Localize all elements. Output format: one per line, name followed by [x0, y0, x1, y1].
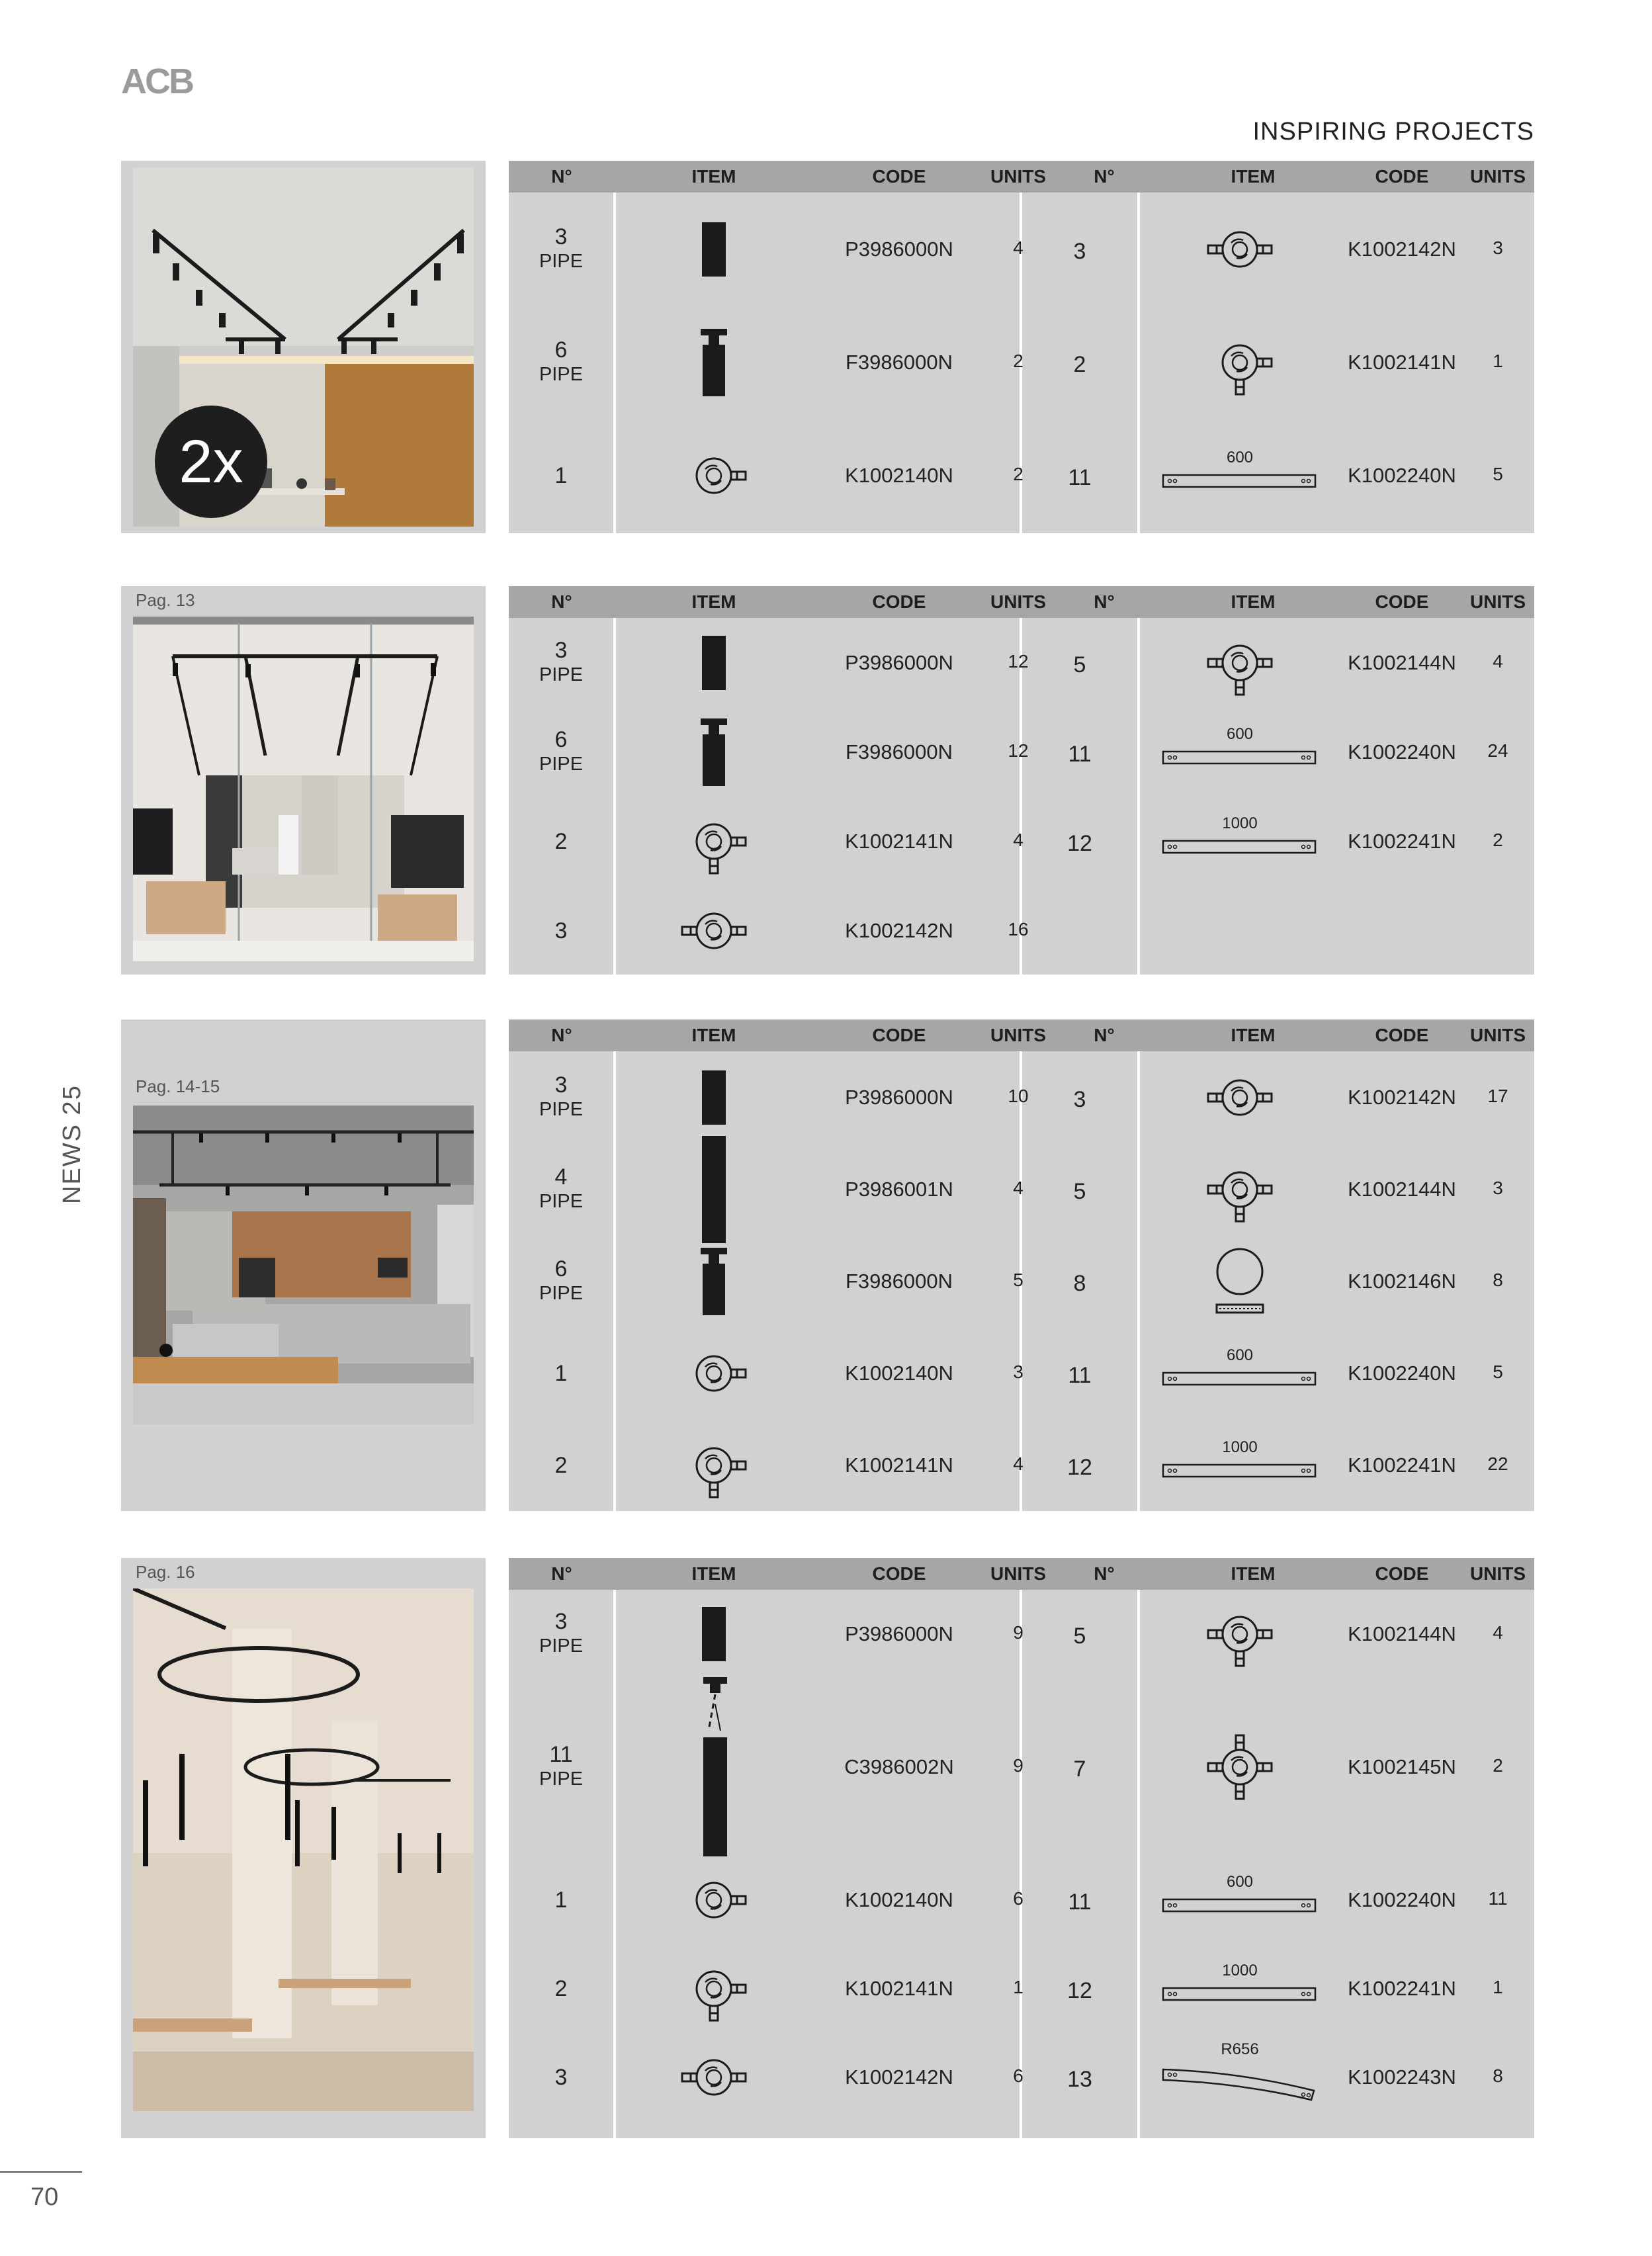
photo-panel: [121, 1020, 486, 1511]
item-number: [509, 1072, 613, 1121]
item-number: 12: [1067, 830, 1092, 856]
rail-icon: [1160, 837, 1319, 860]
item-units: 16: [1008, 918, 1029, 939]
item-code: K1002140N: [845, 1361, 953, 1385]
column-divider: [613, 618, 616, 975]
col-header-code: CODE: [1375, 1563, 1429, 1584]
spot-short-icon: [701, 1068, 727, 1131]
item-number: 8: [1073, 1270, 1086, 1296]
item-code: F3986000N: [845, 740, 953, 763]
rail-length-label: 600: [1226, 448, 1254, 466]
col-header-code: CODE: [872, 1025, 926, 1045]
item-code: P3986001N: [845, 1177, 953, 1201]
project-photo: [133, 1588, 474, 2111]
column-divider: [1137, 1590, 1140, 2138]
col-header-units: UNITS: [990, 166, 1046, 187]
item-number-value: 4: [554, 1164, 568, 1190]
col-header-item: ITEM: [1231, 591, 1276, 612]
page-reference: Pag. 14-15: [136, 1076, 220, 1096]
item-number-value: 1: [554, 462, 568, 488]
spot-long-icon: [701, 1133, 727, 1249]
col-header-units: UNITS: [1470, 166, 1526, 187]
connector-straight-icon: [1190, 206, 1289, 296]
item-number-value: 1: [554, 1360, 568, 1386]
item-units: 4: [1013, 1177, 1023, 1198]
item-number-value: 6: [554, 337, 568, 363]
connector-straight-icon: [664, 2034, 763, 2124]
project-section: [121, 161, 1534, 533]
item-units: 24: [1487, 740, 1508, 761]
connector-L-icon: [664, 799, 763, 888]
project-section: [121, 586, 1534, 975]
item-units: 3: [1493, 1177, 1503, 1198]
item-units: 17: [1487, 1085, 1508, 1106]
item-number-value: 2: [554, 1452, 568, 1478]
col-header-item: ITEM: [691, 1563, 736, 1584]
item-units: 9: [1013, 1755, 1023, 1776]
item-code: K1002140N: [845, 463, 953, 487]
components-table: [509, 1558, 1534, 2138]
col-header-code: CODE: [872, 591, 926, 612]
project-photo: [133, 617, 474, 961]
connector-L-icon: [664, 1946, 763, 2035]
item-number: [509, 1164, 613, 1213]
page-reference: Pag. 16: [136, 1562, 195, 1582]
item-code: F3986000N: [845, 350, 953, 374]
item-units: 2: [1013, 463, 1023, 484]
item-code: K1002145N: [1348, 1755, 1456, 1778]
col-header-units: UNITS: [1470, 591, 1526, 612]
item-number-sub: PIPE: [539, 1282, 584, 1304]
item-number-value: 3: [554, 1072, 568, 1098]
item-number: 11: [1068, 464, 1092, 490]
page-reference: Pag. 13: [136, 590, 195, 610]
item-number-sub: PIPE: [539, 250, 584, 272]
item-code: K1002240N: [1348, 463, 1456, 487]
rail-length-label: 600: [1226, 724, 1254, 743]
item-code: K1002240N: [1348, 1888, 1456, 1911]
connector-1-icon: [664, 1857, 763, 1946]
item-number-sub: PIPE: [539, 664, 584, 685]
side-label-text: NEWS 25: [58, 1084, 86, 1204]
rail-icon: [1160, 1895, 1319, 1919]
table-header: [509, 1020, 1534, 1051]
spot-short-icon: [701, 220, 727, 282]
item-number: [509, 727, 613, 776]
rail-curved-icon: [1160, 2063, 1319, 2106]
item-units: 4: [1013, 1453, 1023, 1474]
item-number: 7: [1073, 1757, 1086, 1782]
item-code: K1002146N: [1348, 1269, 1456, 1293]
column-divider: [1137, 1051, 1140, 1511]
item-number: [509, 1742, 613, 1791]
item-units: 2: [1013, 350, 1023, 371]
item-units: 1: [1013, 1977, 1023, 1997]
item-number-sub: PIPE: [539, 363, 584, 385]
item-code: K1002141N: [845, 1453, 953, 1477]
cover-disc-icon: [1210, 1245, 1270, 1321]
item-number-value: 6: [554, 726, 568, 752]
item-code: K1002241N: [1348, 829, 1456, 853]
col-header-item: ITEM: [1231, 166, 1276, 187]
col-header-code: CODE: [872, 166, 926, 187]
col-header-units: UNITS: [990, 1025, 1046, 1045]
item-number: [509, 1256, 613, 1305]
rail-icon: [1160, 748, 1319, 771]
col-header-number: N°: [1094, 591, 1115, 612]
item-units: 4: [1493, 1622, 1503, 1643]
item-number: 5: [1073, 1178, 1086, 1204]
components-table: [509, 586, 1534, 975]
item-units: 5: [1493, 463, 1503, 484]
spot-capped-icon: [699, 1245, 728, 1321]
column-divider: [1020, 1590, 1022, 2138]
col-header-units: UNITS: [1470, 1563, 1526, 1584]
item-units: 22: [1487, 1453, 1508, 1474]
item-number-value: 2: [554, 828, 568, 854]
item-units: 4: [1013, 829, 1023, 850]
item-number: 11: [1068, 1889, 1092, 1915]
item-number-value: 3: [554, 918, 568, 943]
item-units: 5: [1493, 1361, 1503, 1382]
item-number: 3: [1073, 1086, 1086, 1112]
pendant-icon: [694, 1674, 734, 1863]
item-units: 6: [1013, 1888, 1023, 1909]
item-number-sub: PIPE: [539, 1768, 584, 1790]
item-number: [509, 463, 613, 488]
rail-length-label: 1000: [1222, 1962, 1258, 1979]
item-units: 8: [1493, 1269, 1503, 1290]
item-number: 11: [1068, 1362, 1092, 1388]
item-number: 12: [1067, 1454, 1092, 1480]
item-units: 9: [1013, 1622, 1023, 1643]
connector-L-icon: [1190, 320, 1289, 409]
item-code: K1002240N: [1348, 740, 1456, 763]
item-number: [509, 638, 613, 687]
item-units: 4: [1493, 650, 1503, 672]
table-header: [509, 161, 1534, 193]
item-units: 12: [1008, 740, 1029, 761]
item-code: K1002243N: [1348, 2065, 1456, 2089]
column-divider: [1137, 193, 1140, 533]
item-code: K1002141N: [1348, 350, 1456, 374]
item-code: P3986000N: [845, 650, 953, 674]
item-number: 11: [1068, 741, 1092, 767]
page-header-title: INSPIRING PROJECTS: [1252, 118, 1534, 146]
side-label: [58, 1072, 98, 1204]
col-header-units: UNITS: [990, 591, 1046, 612]
project-photo: [133, 167, 474, 527]
item-number: [509, 1609, 613, 1658]
item-code: K1002144N: [1348, 1177, 1456, 1201]
item-number-sub: PIPE: [539, 1098, 584, 1120]
item-units: 12: [1008, 650, 1029, 672]
col-header-code: CODE: [1375, 166, 1429, 187]
item-code: K1002144N: [1348, 1622, 1456, 1645]
item-number: 5: [1073, 652, 1086, 677]
spot-short-icon: [701, 1604, 727, 1667]
col-header-number: N°: [1094, 166, 1115, 187]
col-header-number: N°: [1094, 1563, 1115, 1584]
col-header-units: UNITS: [1470, 1025, 1526, 1045]
table-header: [509, 586, 1534, 618]
item-units: 3: [1013, 1361, 1023, 1382]
item-number: [509, 918, 613, 943]
rail-icon: [1160, 1461, 1319, 1484]
col-header-number: N°: [551, 166, 572, 187]
item-units: 1: [1493, 350, 1503, 371]
item-number-value: 3: [554, 1609, 568, 1634]
photo-panel: [121, 1558, 486, 2138]
item-number: 5: [1073, 1624, 1086, 1649]
item-number: [509, 2065, 613, 2090]
item-code: K1002142N: [845, 918, 953, 942]
item-code: P3986000N: [845, 237, 953, 261]
col-header-number: N°: [551, 1025, 572, 1045]
col-header-item: ITEM: [691, 166, 736, 187]
item-number: 3: [1073, 238, 1086, 264]
connector-1-icon: [664, 433, 763, 522]
photo-panel: [121, 586, 486, 975]
column-divider: [613, 1590, 616, 2138]
table-header: [509, 1558, 1534, 1590]
item-code: K1002240N: [1348, 1361, 1456, 1385]
item-code: P3986000N: [845, 1085, 953, 1109]
item-code: K1002142N: [1348, 1085, 1456, 1109]
col-header-number: N°: [1094, 1025, 1115, 1045]
connector-straight-icon: [664, 888, 763, 977]
connector-straight-icon: [1190, 1055, 1289, 1144]
item-number-sub: PIPE: [539, 753, 584, 775]
column-divider: [613, 193, 616, 533]
col-header-units: UNITS: [990, 1563, 1046, 1584]
item-number: [509, 337, 613, 386]
item-units: 11: [1488, 1888, 1508, 1909]
rail-length-label: 600: [1226, 1873, 1254, 1891]
spot-capped-icon: [699, 326, 728, 402]
item-code: K1002140N: [845, 1888, 953, 1911]
rail-length-label: 600: [1226, 1346, 1254, 1364]
brand-logo: ACB: [121, 62, 193, 101]
item-number: [509, 1976, 613, 2001]
item-code: C3986002N: [844, 1755, 954, 1778]
item-code: K1002141N: [845, 829, 953, 853]
item-code: K1002241N: [1348, 1977, 1456, 2000]
components-table: [509, 1020, 1534, 1511]
item-number-value: 3: [554, 637, 568, 663]
col-header-number: N°: [551, 591, 572, 612]
photo-panel: [121, 161, 486, 533]
item-number: [509, 1453, 613, 1478]
item-code: K1002241N: [1348, 1453, 1456, 1477]
col-header-item: ITEM: [691, 591, 736, 612]
item-units: 2: [1493, 829, 1503, 850]
quantity-badge: 2x: [155, 406, 267, 518]
col-header-code: CODE: [1375, 591, 1429, 612]
item-number-value: 2: [554, 1976, 568, 2001]
item-units: 4: [1013, 237, 1023, 258]
rail-icon: [1160, 1984, 1319, 2007]
column-divider: [613, 1051, 616, 1511]
item-code: P3986000N: [845, 1622, 953, 1645]
item-code: K1002144N: [1348, 650, 1456, 674]
rail-length-label: 1000: [1222, 814, 1258, 832]
item-code: K1002142N: [1348, 237, 1456, 261]
item-number-value: 11: [549, 1742, 573, 1767]
item-code: K1002142N: [845, 2065, 953, 2089]
item-number-value: 3: [554, 224, 568, 249]
project-section: [121, 1020, 1534, 1511]
project-section: [121, 1558, 1534, 2138]
page-number-rule: [0, 2171, 82, 2173]
item-number-value: 6: [554, 1256, 568, 1281]
item-units: 5: [1013, 1269, 1023, 1290]
rail-length-label: 1000: [1222, 1438, 1258, 1456]
item-number: [509, 1361, 613, 1386]
connector-X-icon: [1190, 1724, 1289, 1813]
connector-1-icon: [664, 1330, 763, 1420]
col-header-item: ITEM: [1231, 1563, 1276, 1584]
item-units: 3: [1493, 237, 1503, 258]
item-units: 8: [1493, 2065, 1503, 2086]
item-number: 12: [1067, 1978, 1092, 2003]
rail-icon: [1160, 471, 1319, 494]
item-number: [509, 224, 613, 273]
item-number: 2: [1073, 351, 1086, 377]
item-units: 1: [1493, 1977, 1503, 1997]
item-units: 6: [1013, 2065, 1023, 2086]
item-number-sub: PIPE: [539, 1635, 584, 1657]
item-code: F3986000N: [845, 1269, 953, 1293]
project-photo: [133, 1106, 474, 1424]
connector-T-icon: [1190, 620, 1289, 709]
item-number-value: 1: [554, 1887, 568, 1913]
item-number-sub: PIPE: [539, 1190, 584, 1212]
item-number: [509, 1887, 613, 1913]
item-units: 10: [1008, 1085, 1029, 1106]
col-header-code: CODE: [1375, 1025, 1429, 1045]
item-units: 2: [1493, 1755, 1503, 1776]
column-divider: [1137, 618, 1140, 975]
col-header-number: N°: [551, 1563, 572, 1584]
page-number: 70: [30, 2183, 59, 2211]
connector-T-icon: [1190, 1147, 1289, 1236]
components-table: [509, 161, 1534, 533]
rail-length-label: R656: [1221, 2040, 1259, 2058]
rail-icon: [1160, 1369, 1319, 1392]
item-code: K1002141N: [845, 1977, 953, 2000]
connector-T-icon: [1190, 1591, 1289, 1680]
col-header-item: ITEM: [691, 1025, 736, 1045]
item-number: [509, 829, 613, 854]
spot-short-icon: [701, 633, 727, 696]
item-number-value: 3: [554, 2065, 568, 2090]
item-number: 13: [1067, 2067, 1092, 2092]
col-header-code: CODE: [872, 1563, 926, 1584]
col-header-item: ITEM: [1231, 1025, 1276, 1045]
connector-L-icon: [664, 1422, 763, 1512]
spot-capped-icon: [699, 716, 728, 792]
